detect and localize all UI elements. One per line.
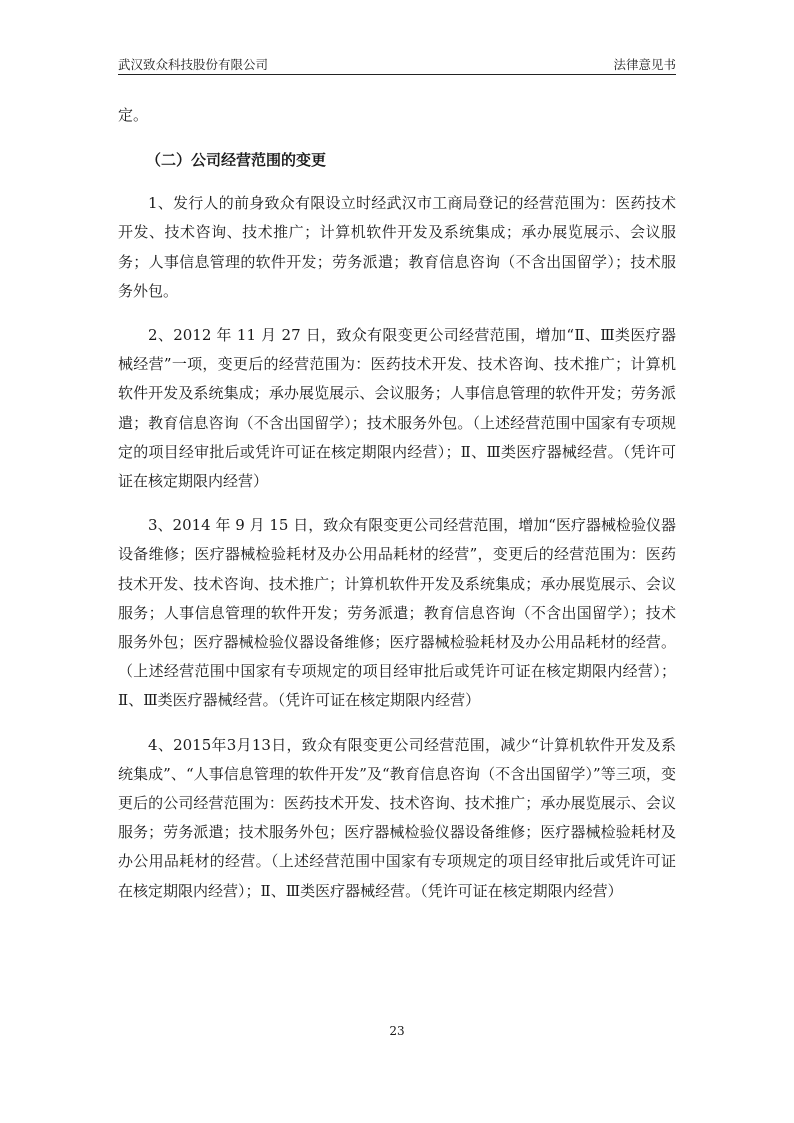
continuation-text: 定。 — [118, 106, 149, 124]
paragraph-4: 4、2015年3月13日，致众有限变更公司经营范围，减少“计算机软件开发及系统集成”、“人事信息管理的软件开发”及“教育信息咨询（不含出国留学）”等三项，变更后的公司经营范围为：医药技术开发、技术咨询、技术推广；承办展览展示、会议服务；劳务派遣；技术服务外包；医疗器械检验仪器设备维修；医疗器械检验耗材及办公用品耗材的经营。（上述经营范围中国家有专项规定的项目经审批后或凭许可证在核定期限内经营）；Ⅱ、Ⅲ类医疗器械经营。（凭许可证在核定期限内经营） — [118, 735, 676, 900]
document-body — [118, 101, 676, 906]
page-header — [118, 52, 676, 75]
paragraph-1: 1、发行人的前身致众有限设立时经武汉市工商局登记的经营范围为：医药技术开发、技术咨询、技术推广；计算机软件开发及系统集成；承办展览展示、会议服务；人事信息管理的软件开发；劳务派遣；教育信息咨询（不含出国留学）；技术服务外包。 — [118, 194, 676, 300]
section-title: （二）公司经营范围的变更 — [146, 151, 327, 170]
paragraph-2: 2、2012 年 11 月 27 日，致众有限变更公司经营范围，增加“Ⅱ、Ⅲ类医疗器械经营”一项，变更后的经营范围为：医药技术开发、技术咨询、技术推广；计算机软件开发及系统集成；承办展览展示、会议服务；人事信息管理的软件开发；劳务派遣；教育信息咨询（不含出国留学）；技术服务外包。（上述经营范围中国家有专项规定的项目经审批后或凭许可证在核定期限内经营）；Ⅱ、Ⅲ类医疗器械经营。（凭许可证在核定期限内经营） — [118, 326, 676, 491]
paragraph-3: 3、2014 年 9 月 15 日，致众有限变更公司经营范围，增加“医疗器械检验仪器设备维修；医疗器械检验耗材及办公用品耗材的经营”，变更后的经营范围为：医药技术开发、技术咨询、技术推广；计算机软件开发及系统集成；承办展览展示、会议服务；人事信息管理的软件开发；劳务派遣；教育信息咨询（不含出国留学）；技术服务外包；医疗器械检验仪器设备维修；医疗器械检验耗材及办公用品耗材的经营。（上述经营范围中国家有专项规定的项目经审批后或凭许可证在核定期限内经营）；Ⅱ、Ⅲ类医疗器械经营。（凭许可证在核定期限内经营） — [118, 516, 676, 710]
page-number: 23 — [389, 1024, 405, 1038]
header-document-type: 法律意见书 — [613, 57, 676, 72]
header-company-name: 武汉致众科技股份有限公司 — [118, 57, 269, 72]
